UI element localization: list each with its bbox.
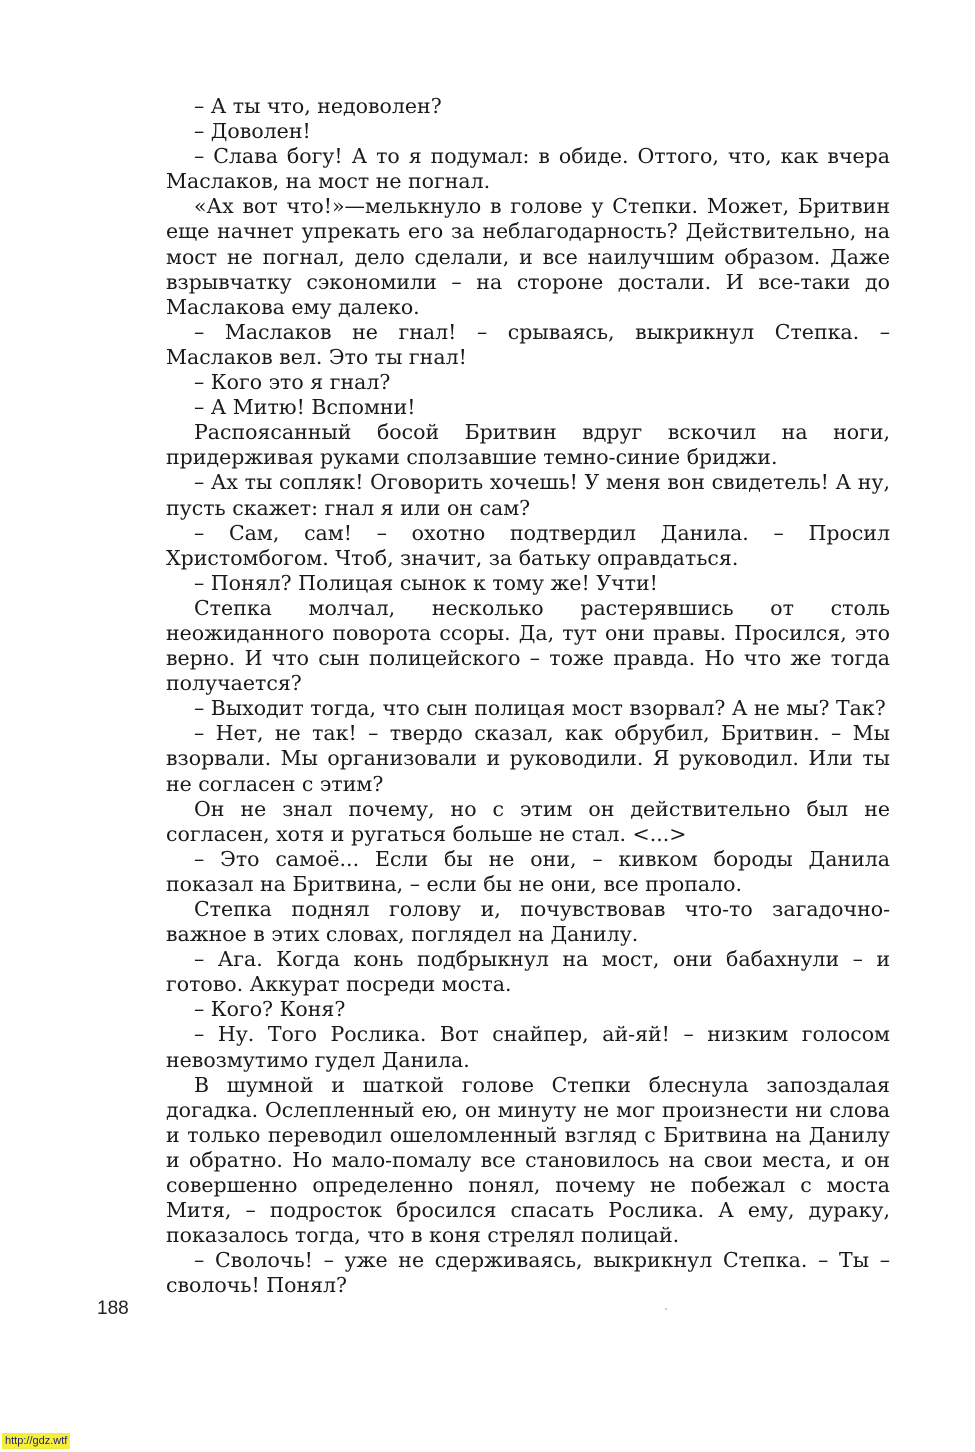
paragraph: – Сволочь! – уже не сдерживаясь, выкрикнул Степка. – Ты – сволочь! Понял? [166, 1248, 890, 1298]
paragraph: – Это самоё... Если бы не они, – кивком бороды Данила показал на Бритвина, – если бы не они, все пропало. [166, 846, 890, 896]
paragraph: Степка молчал, несколько растерявшись от столь неожиданного поворота ссоры. Да, тут они правы. Просился, это верно. И что сын полицейского – тоже правда. Но что же тогда получается? [166, 595, 890, 696]
page-text [166, 94, 890, 1299]
paragraph: – Маслаков не гнал! – срываясь, выкрикнул Степка. – Маслаков вел. Это ты гнал! [166, 319, 890, 369]
paragraph: – Нет, не так! – твердо сказал, как обрубил, Бритвин. – Мы взорвали. Мы организовали и руководили. Я руководил. Или ты не согласен с этим? [166, 721, 890, 796]
paragraph: – А ты что, недоволен? [194, 94, 442, 118]
paragraph: – Ах ты сопляк! Оговорить хочешь! У меня вон свидетель! А ну, пусть скажет: гнал я или он сам? [166, 470, 890, 520]
paragraph: – Кого? Коня? [194, 997, 346, 1022]
paragraph: – А Митю! Вспомни! [194, 395, 416, 420]
paragraph: – Выходит тогда, что сын полицая мост взорвал? А не мы? Так? [194, 696, 886, 721]
scan-speck [665, 1308, 667, 1310]
paragraph: «Ах вот что!»—мелькнуло в голове у Степки. Может, Бритвин еще начнет упрекать его за неблагодарность? Действительно, на мост не погнал, дело сделали, и все наилучшим образом. Даже взрывчатку сэкономили – на стороне достали. И все-таки до Маслакова ему далеко. [166, 194, 890, 319]
page-number: 188 [97, 1298, 129, 1319]
paragraph: Распоясанный босой Бритвин вдруг вскочил на ноги, придерживая руками сползавшие темно-синие бриджи. [166, 420, 890, 470]
paragraph: В шумной и шаткой голове Степки блеснула запоздалая догадка. Ослепленный ею, он минуту не мог произнести ни слова и только переводил ошеломленный взгляд с Бритвина на Данилу и обратно. Но мало-помалу все становилось на свои места, и он совершенно определенно понял, почему не побежал с моста Митя, – подросток бросился спасать Рослика. А ему, дураку, показалось тогда, что в коня стрелял полицай. [166, 1072, 890, 1248]
paragraph: – Сам, сам! – охотно подтвердил Данила. – Просил Христомбогом. Чтоб, значит, за батьку оправдаться. [166, 520, 890, 570]
paragraph: – Ага. Когда конь подбрыкнул на мост, они бабахнули – и готово. Аккурат посреди моста. [166, 947, 890, 997]
paragraph: – Понял? Полицая сынок к тому же! Учти! [194, 570, 658, 595]
paragraph: Степка поднял голову и, почувствовав что-то загадочно-важное в этих словах, поглядел на Данилу. [166, 897, 890, 947]
paragraph: – Слава богу! А то я подумал: в обиде. Оттого, что, как вчера Маслаков, на мост не погнал. [166, 144, 890, 194]
paragraph: Он не знал почему, но с этим он действительно был не согласен, хотя и ругаться больше не стал. <...> [166, 796, 890, 846]
watermark-link[interactable]: http://gdz.wtf [2, 1433, 70, 1449]
paragraph: – Доволен! [194, 119, 311, 144]
paragraph: – Кого это я гнал? [194, 370, 391, 395]
paragraph: – Ну. Того Рослика. Вот снайпер, ай-яй! – низким голосом невозмутимо гудел Данила. [166, 1022, 890, 1072]
